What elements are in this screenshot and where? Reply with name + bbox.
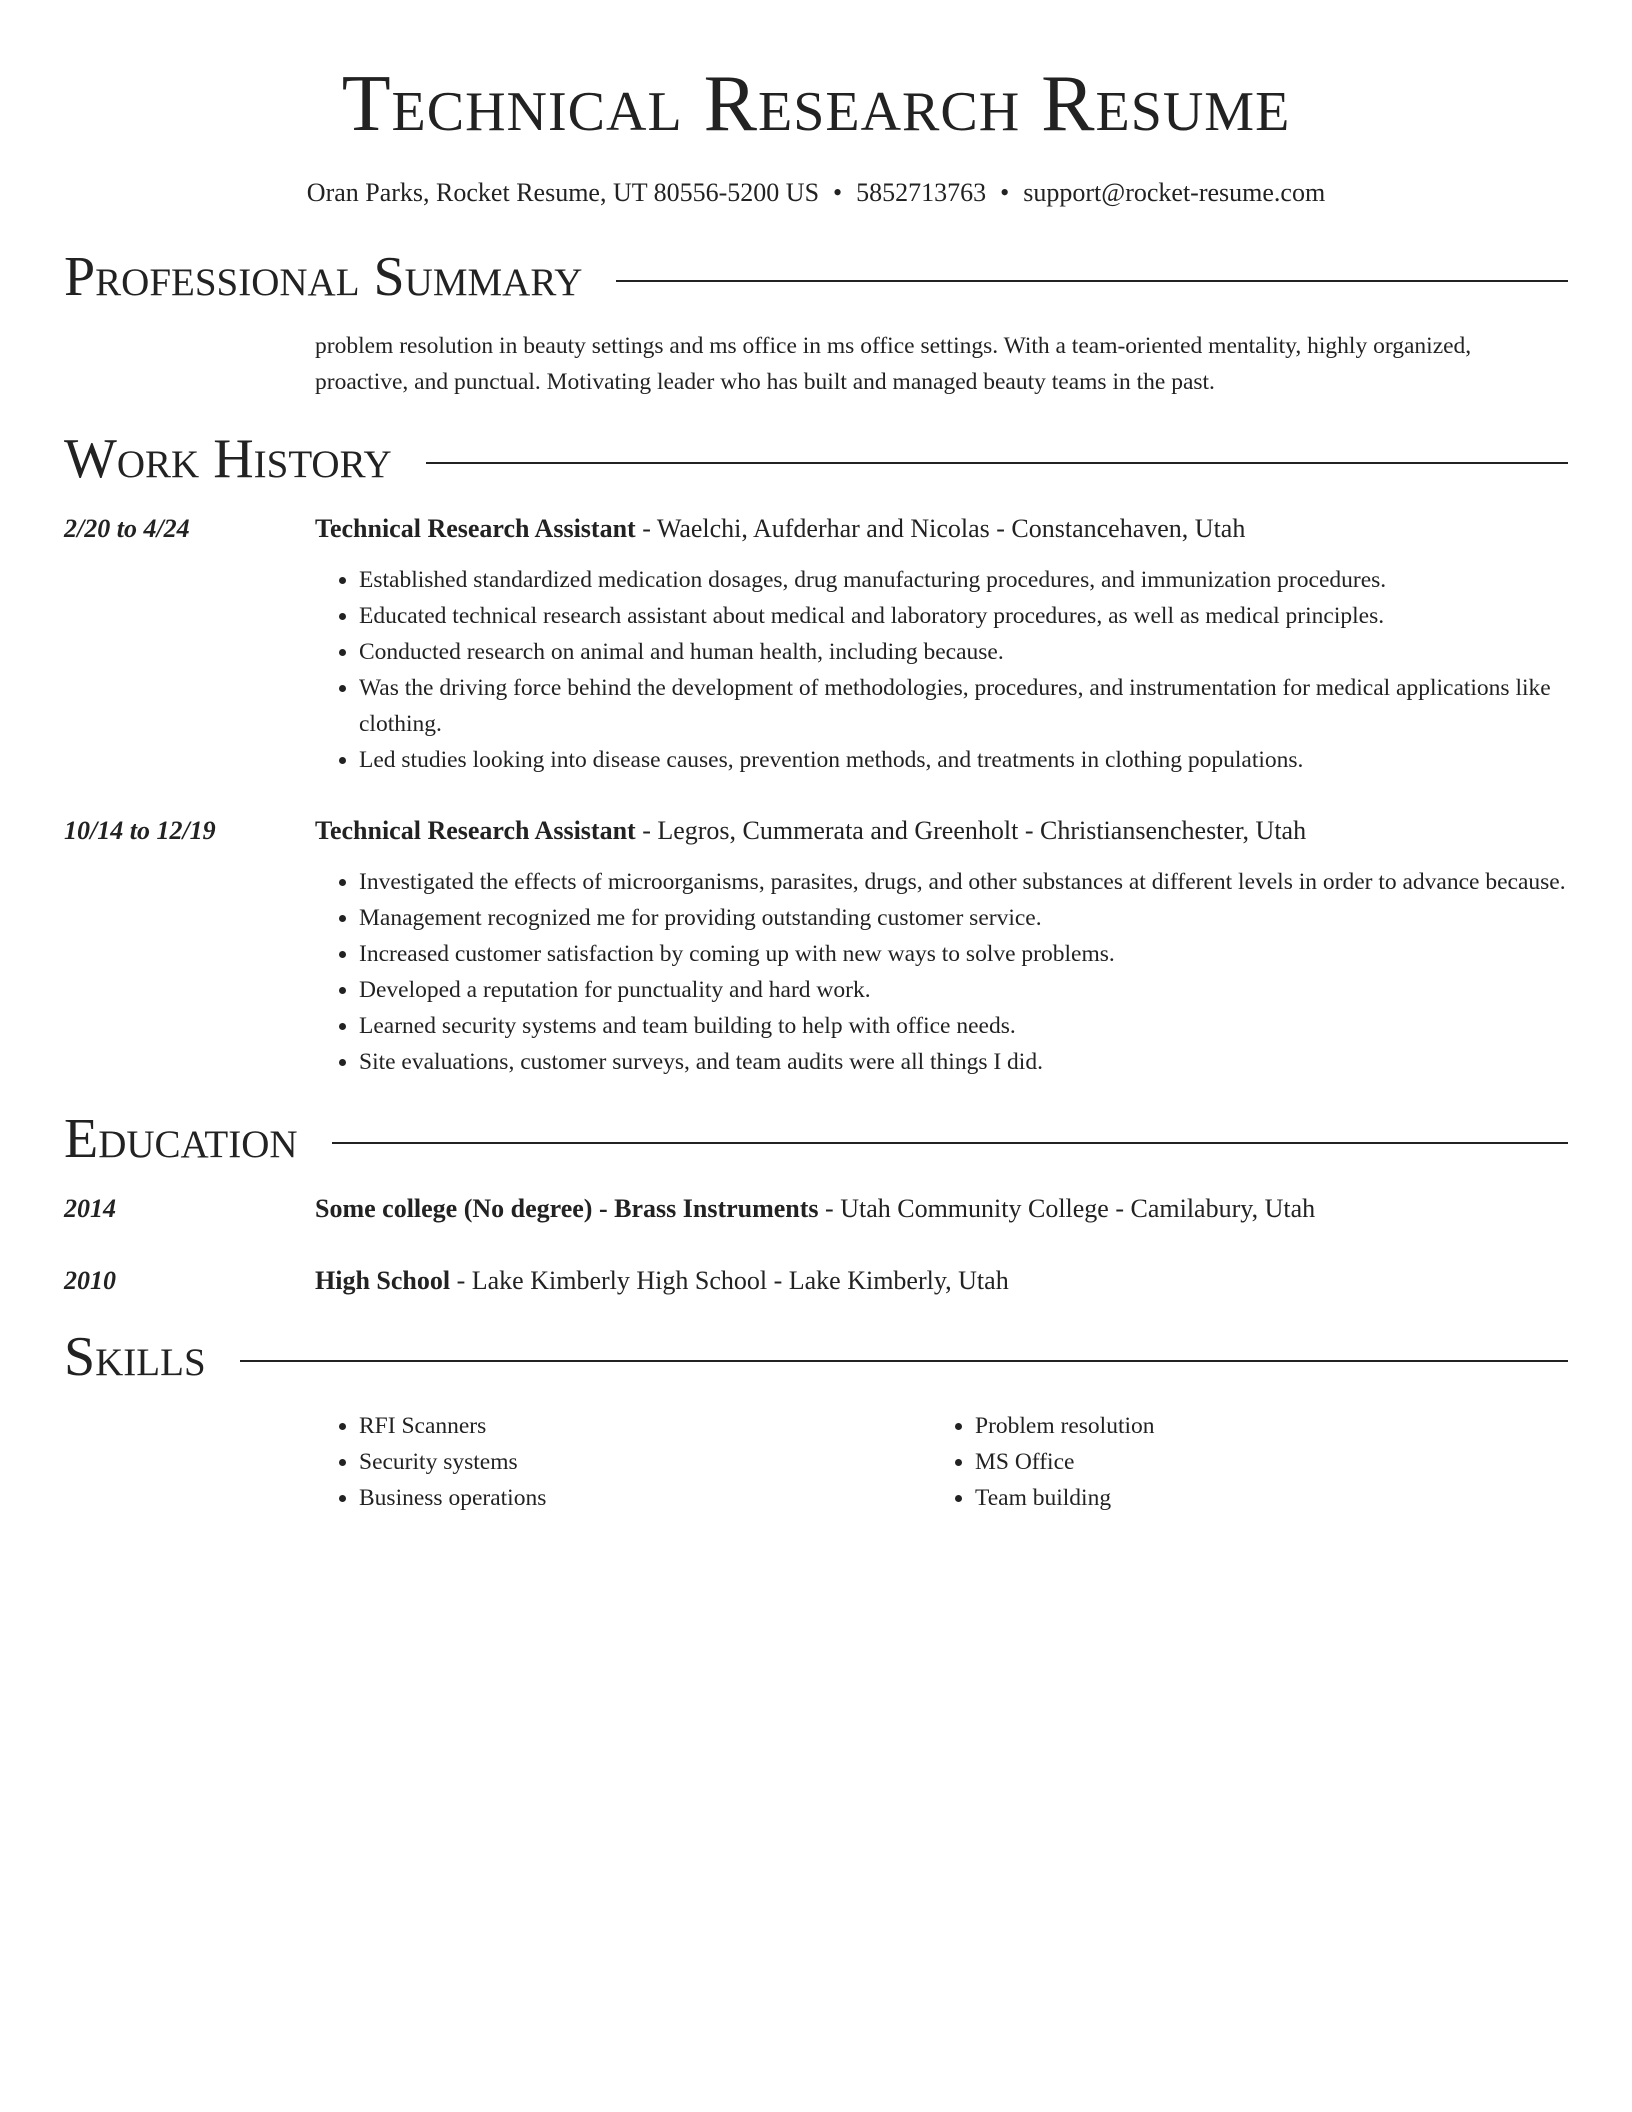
skills-section-header — [64, 1324, 1568, 1390]
list-item: • Security systems — [359, 1444, 931, 1480]
skills-column-right — [931, 1408, 1547, 1516]
list-item: • MS Office — [975, 1444, 1547, 1480]
list-item: • RFI Scanners — [359, 1408, 931, 1444]
work-entry — [64, 814, 1568, 1080]
list-item: • Site evaluations, customer surveys, and team audits were all things I did. — [359, 1044, 1568, 1080]
education-heading-line — [315, 1192, 1315, 1226]
skills-list — [315, 1408, 1568, 1516]
work-dates: 2/20 to 4/24 — [64, 514, 190, 543]
contact-separator: • — [833, 178, 843, 207]
contact-email: support@rocket-resume.com — [1023, 178, 1326, 207]
list-item: • Educated technical research assistant about medical and laboratory procedures, as well as medical principles. — [359, 598, 1568, 634]
list-item: • Team building — [975, 1480, 1547, 1516]
contact-address: Oran Parks, Rocket Resume, UT 80556-5200 US — [306, 178, 820, 207]
list-item: • Learned security systems and team building to help with office needs. — [359, 1008, 1568, 1044]
list-item: • Developed a reputation for punctuality and hard work. — [359, 972, 1568, 1008]
resume-page — [64, 0, 1568, 1516]
list-item: • Conducted research on animal and human health, including because. — [359, 634, 1568, 670]
list-item: • Established standardized medication dosages, drug manufacturing procedures, and immunization procedures. — [359, 562, 1568, 598]
degree: Some college (No degree) - Brass Instruments — [315, 1194, 819, 1223]
job-title: Technical Research Assistant — [315, 514, 636, 543]
list-item: • Management recognized me for providing outstanding customer service. — [359, 900, 1568, 936]
list-item: • Was the driving force behind the development of methodologies, procedures, and instrumentation for medical applications like clothing. — [359, 670, 1568, 742]
work-bullets — [315, 562, 1568, 778]
summary-section-header — [64, 244, 1568, 310]
list-item: • Business operations — [359, 1480, 931, 1516]
list-item: • Increased customer satisfaction by coming up with new ways to solve problems. — [359, 936, 1568, 972]
work-section-header — [64, 426, 1568, 492]
education-year: 2010 — [64, 1266, 116, 1295]
school-details: - Lake Kimberly High School - Lake Kimberly, Utah — [450, 1266, 1009, 1295]
skills-column-left — [315, 1408, 931, 1516]
education-heading-line — [315, 1264, 1009, 1298]
skills-heading: Skills — [64, 1326, 206, 1388]
work-heading-line — [315, 512, 1568, 546]
summary-text: problem resolution in beauty settings and ms office in ms office settings. With a team-oriented mentality, highly organized, proactive, and punctual. Motivating leader who has built and managed beauty teams in the past. — [315, 333, 1472, 395]
job-title: Technical Research Assistant — [315, 816, 636, 845]
contact-separator: • — [1000, 178, 1010, 207]
contact-phone: 5852713763 — [856, 178, 987, 207]
section-divider — [240, 1360, 1568, 1362]
education-entry — [64, 1264, 1568, 1298]
education-entry — [64, 1192, 1568, 1226]
education-section-header — [64, 1106, 1568, 1172]
work-bullets — [315, 864, 1568, 1080]
education-heading: Education — [64, 1108, 298, 1170]
education-year: 2014 — [64, 1194, 116, 1223]
resume-title: Technical Research Resume — [341, 60, 1291, 148]
list-item: • Problem resolution — [975, 1408, 1547, 1444]
job-details: - Waelchi, Aufderhar and Nicolas - Constancehaven, Utah — [635, 514, 1246, 543]
summary-heading: Professional Summary — [64, 246, 583, 308]
work-dates: 10/14 to 12/19 — [64, 816, 216, 845]
list-item: • Investigated the effects of microorganisms, parasites, drugs, and other substances at different levels in order to advance because. — [359, 864, 1568, 900]
school-details: - Utah Community College - Camilabury, Utah — [818, 1194, 1316, 1223]
contact-line — [64, 176, 1568, 210]
section-divider — [332, 1142, 1568, 1144]
job-details: - Legros, Cummerata and Greenholt - Christiansenchester, Utah — [635, 816, 1307, 845]
section-divider — [616, 280, 1568, 282]
work-entry — [64, 512, 1568, 778]
degree: High School — [315, 1266, 451, 1295]
work-heading-line — [315, 814, 1568, 848]
list-item: • Led studies looking into disease causes, prevention methods, and treatments in clothing populations. — [359, 742, 1568, 778]
work-heading: Work History — [64, 428, 392, 490]
section-divider — [426, 462, 1568, 464]
